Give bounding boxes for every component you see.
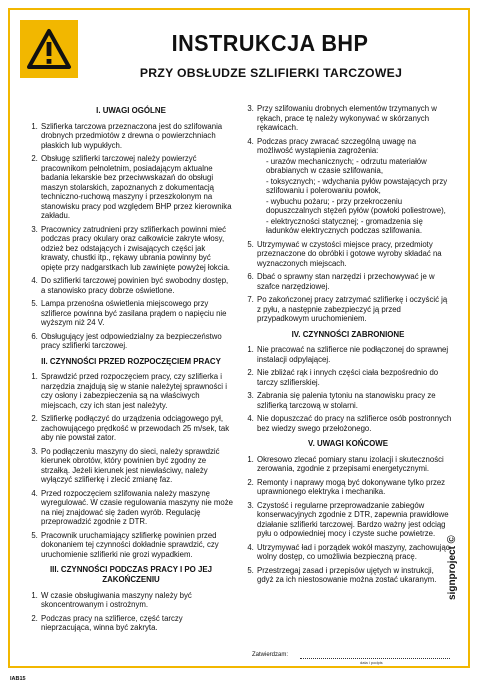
section-3-list-continued xyxy=(244,104,452,324)
approval-label: Zatwierdzam: xyxy=(252,652,289,658)
list-item: 1. Szlifierka tarczowa przeznaczona jest do szlifowania drobnych przedmiotów z drewna o powierzchniach płaskich lub wypukłych. xyxy=(40,122,234,151)
hazard-item: - wybuchu pożaru; - przy przekroczeniu dopuszczalnych stężeń pyłów (powłoki poliestrowe), xyxy=(265,197,452,216)
list-item: 2. Remonty i naprawy mogą być dokonywane tylko przez uprawnionego elektryka i mechanika. xyxy=(256,478,452,497)
list-item: 6. Obsługujący jest odpowiedzialny za bezpieczeństwo pracy szlifierki tarczowej. xyxy=(40,332,234,351)
list-item: 4. Utrzymywać ład i porządek wokół maszyny, zachowując wolny dostęp, co umożliwia bezpieczną pracę. xyxy=(256,543,452,562)
section-heading: II. CZYNNOŚCI PRZED ROZPOCZĘCIEM PRACY xyxy=(41,356,221,366)
list-item: 3. Zabrania się palenia tytoniu na stanowisku pracy ze szlifierką tarczową w stolarni. xyxy=(256,391,452,410)
hazard-list xyxy=(257,157,452,236)
signature-caption: data i podpis xyxy=(360,660,383,665)
list-item: 1. W czasie obsługiwania maszyny należy być skoncentrowanym i ostrożnym. xyxy=(40,591,234,610)
list-item: 4. Przed rozpoczęciem szlifowania należy maszynę wyregulować. W czasie regulowania maszyny nie może na niej znajdować się żaden wyrób. Regulację przeprowadzić zgodnie z DTR. xyxy=(40,489,234,527)
section-2-list xyxy=(28,372,234,559)
list-item: 1. Nie pracować na szlifierce nie podłączonej do sprawnej instalacji odpylającej. xyxy=(256,345,452,364)
section-5-list xyxy=(244,455,452,585)
hazard-item: - urazów mechanicznych; - odrzutu materiałów obrabianych w czasie szlifowania, xyxy=(265,157,452,176)
list-item: 2. Szlifierkę podłączyć do urządzenia odciągowego pył, zachowującego prędkość w przewodach 25 m/sek, tak aby nie powstał zator. xyxy=(40,414,234,443)
page-subtitle: PRZY OBSŁUDZE SZLIFIERKI TARCZOWEJ xyxy=(139,66,403,80)
list-item: 7. Po zakończonej pracy zatrzymać szlifierkę i oczyścić ją z pyłu, a następnie zabezpieczyć ją przed przypadkowym uruchomieniem. xyxy=(256,295,452,324)
hazard-item: - elektryczności statycznej; - gromadzenia się ładunków elektrycznych podczas szlifowania. xyxy=(265,217,452,236)
copyright-symbol: © xyxy=(446,535,458,544)
section-3-list xyxy=(28,591,234,633)
list-item: 2. Nie zbliżać rąk i innych części ciała bezpośrednio do tarczy szlifierskiej. xyxy=(256,368,452,387)
list-item: 5. Pracownik uruchamiający szlifierkę powinien przed dokonaniem tej czynności dokładnie sprawdzić, czy uruchomienie szlifierki nie grozi wypadkiem. xyxy=(40,531,234,560)
warning-triangle-icon xyxy=(26,28,72,70)
document-code: IAB15 xyxy=(10,676,26,682)
list-item: 2. Podczas pracy na szlifierce, część tarczy nieprzacująca, winna być zakryta. xyxy=(40,614,234,633)
signature-line xyxy=(300,658,450,659)
page-title: INSTRUKCJA BHP xyxy=(171,30,369,56)
section-heading: I. UWAGI OGÓLNE xyxy=(96,106,166,115)
section-heading: V. UWAGI KOŃCOWE xyxy=(308,439,388,449)
right-column xyxy=(244,104,452,589)
hazard-item: - toksycznych; - wdychania pyłów powstających przy szlifowaniu i polerowaniu powłok, xyxy=(265,177,452,196)
section-heading: IV. CZYNNOŚCI ZABRONIONE xyxy=(291,329,405,339)
list-item: 3. Po podłączeniu maszyny do sieci, należy sprawdzić kierunek obrotów, który powinien być zgodny ze strzałką. Jeżeli kierunek jest niewłaściwy, należy wyłączyć szlifierkę i zlecić zmianę faz. xyxy=(40,447,234,485)
section-4-list xyxy=(244,345,452,433)
warning-sign xyxy=(20,20,78,78)
list-item: 3. Czystość i regularne przeprowadzanie zabiegów konserwacyjnych zgodnie z DTR, zapewnia prawidłowe działanie szlifierki tarczowej. Bardzo ważny jest odciąg pyłu o odpowiedniej mocy i czyste suche powietrze. xyxy=(256,501,452,539)
section-heading: III. CZYNNOŚCI PODCZAS PRACY I PO JEJ ZAKOŃCZENIU xyxy=(49,565,213,584)
list-item: 1. Sprawdzić przed rozpoczęciem pracy, czy szlifierka i narzędzia znajdują się w stanie należytej sprawności i czy osłony i zabezpieczenia są na właściwych miejscach, czy ich stan jest należyty. xyxy=(40,372,234,410)
list-item: 5. Lampa przenośna oświetlenia miejscowego przy szlifierce powinna być zasilana prądem o napięciu nie wyższym niż 24 V. xyxy=(40,299,234,328)
list-item: 3. Przy szlifowaniu drobnych elementów trzymanych w rękach, prace tę należy wykonywać w skórzanych rękawicach. xyxy=(256,104,452,133)
left-column xyxy=(28,100,234,637)
list-item-intro: Podczas pracy zwracać szczególną uwagę na możliwość wystąpienia zagrożenia: xyxy=(257,136,417,155)
list-item: 6. Dbać o sprawny stan narzędzi i przechowywać je w szafce narzędziowej. xyxy=(256,272,452,291)
list-item: 3. Pracownicy zatrudnieni przy szlifierkach powinni mieć podczas pracy okulary oraz całkowicie zakryte włosy, odzież bez odstających i zwisających części jak krawaty, chustki itp., rękawy ubrania powinny być opięte przy nadgarstkach lub zawinięte powyżej łokcia. xyxy=(40,225,234,273)
list-item xyxy=(256,137,452,236)
list-item: 4. Do szlifierki tarczowej powinien być swobodny dostęp, a stanowisko pracy dobrze oświetlone. xyxy=(40,276,234,295)
list-item: 2. Obsługę szlifierki tarczowej należy powierzyć pracownikom pełnoletnim, posiadającym aktualne badania lekarskie bez przeciwwskazań do obsługi maszyn stolarskich, zapoznanych z dokumentacją techniczno-ruchową maszyny i przeszkolonym na stanowisku pracy pod względem BHP przez kierownika zakładu. xyxy=(40,154,234,221)
list-item: 4. Nie dopuszczać do pracy na szlifierce osób postronnych bez wiedzy swego przełożonego. xyxy=(256,414,452,433)
brand-mark xyxy=(446,535,458,600)
brand-name: signproject xyxy=(447,546,458,600)
section-1-list xyxy=(28,122,234,351)
list-item: 1. Okresowo zlecać pomiary stanu izolacji i skuteczności zerowania, zgodnie z przepisami energetycznymi. xyxy=(256,455,452,474)
list-item: 5. Utrzymywać w czystości miejsce pracy, przedmioty przeznaczone do obróbki i gotowe wyroby składać na wyznaczonych miejscach. xyxy=(256,240,452,269)
list-item: 5. Przestrzegaj zasad i przepisów ujętych w instrukcji, gdyż za ich niestosowanie można zostać ukaranym. xyxy=(256,566,452,585)
